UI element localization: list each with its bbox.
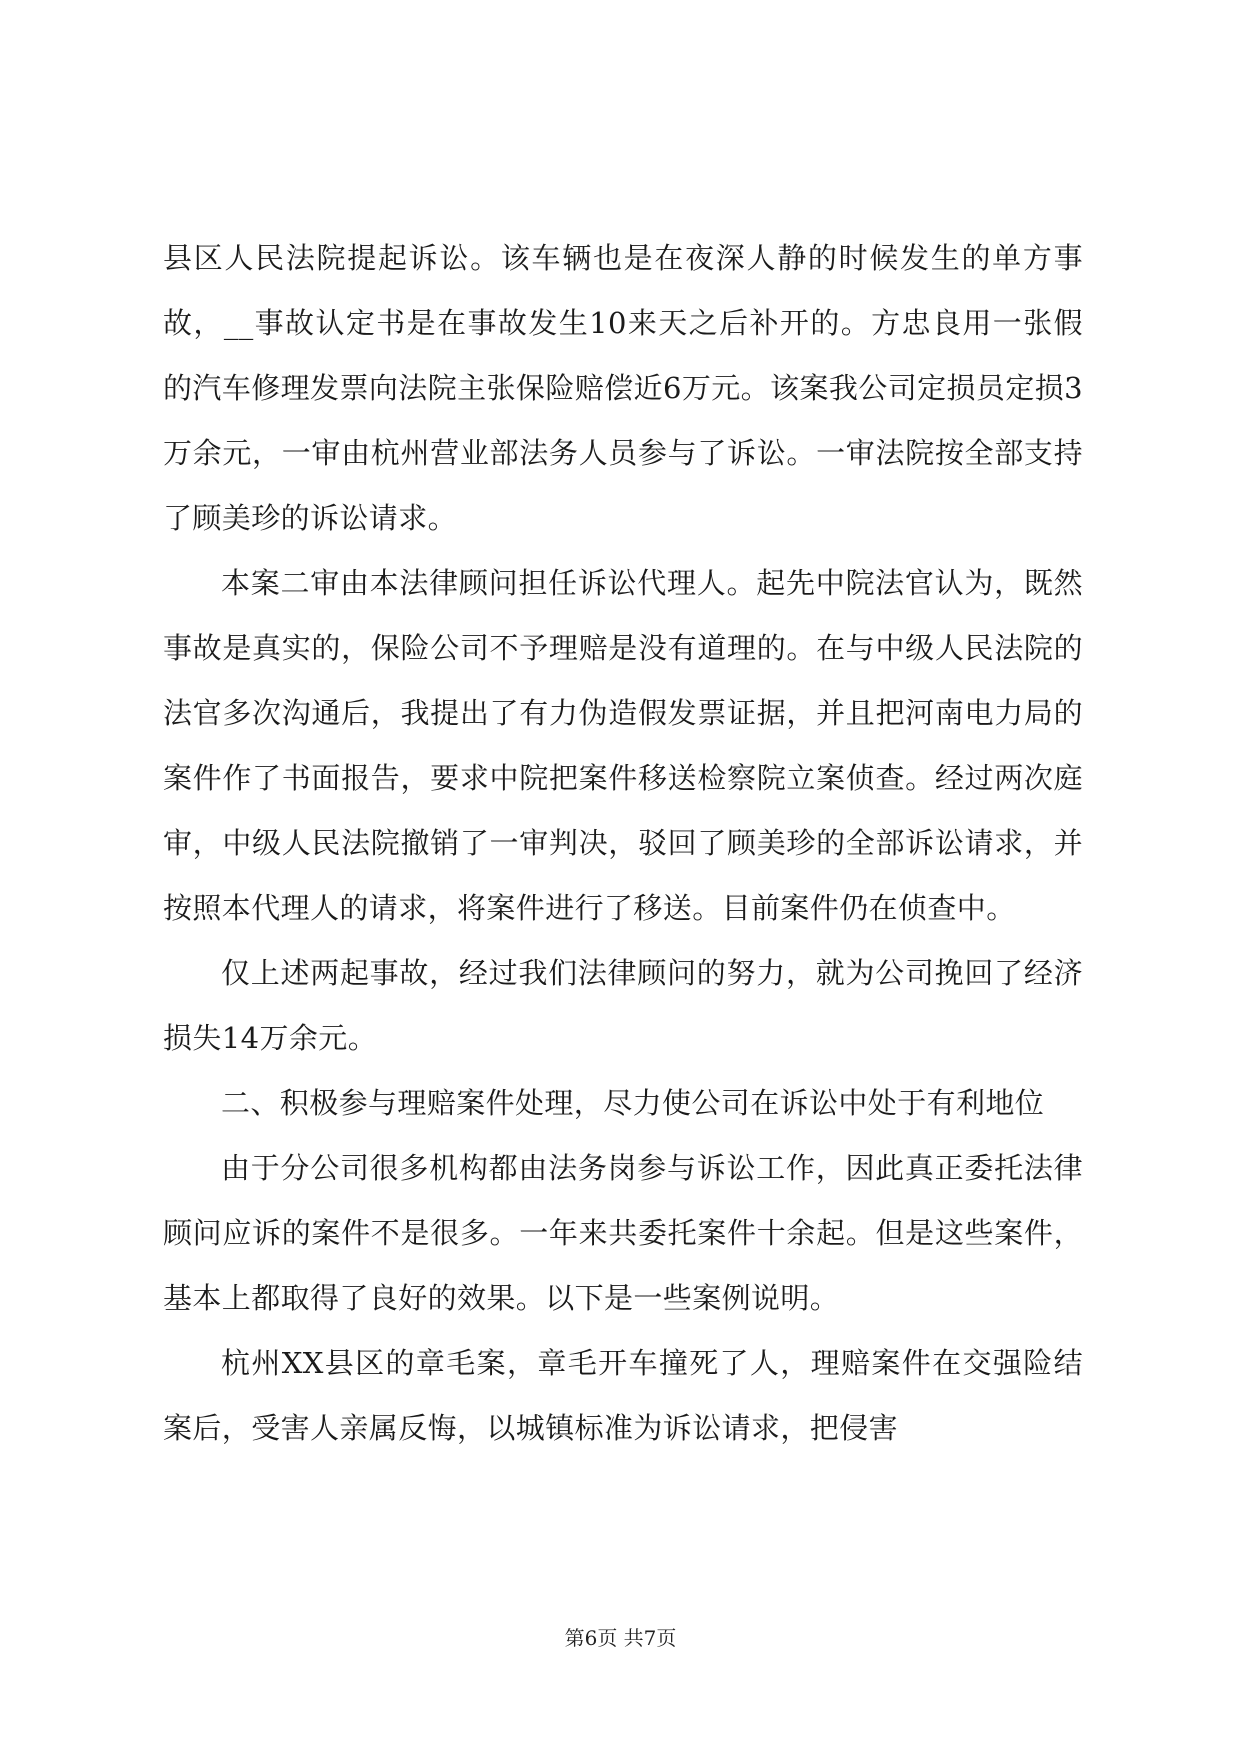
section-heading: 二、积极参与理赔案件处理，尽力使公司在诉讼中处于有利地位: [221, 1086, 1045, 1120]
paragraph-3: 仅上述两起事故，经过我们法律顾问的努力，就为公司挽回了经济损失14万余元。: [163, 956, 1083, 1055]
paragraph-1: 县区人民法院提起诉讼。该车辆也是在夜深人静的时候发生的单方事故，__事故认定书是在事故发生10来天之后补开的。方忠良用一张假的汽车修理发票向法院主张保险赔偿近6万元。该案我公司定损员定损3万余元，一审由杭州营业部法务人员参与了诉讼。一审法院按全部支持了顾美珍的诉讼请求。: [163, 241, 1083, 535]
page-number: 第6页 共7页: [564, 1626, 677, 1650]
document-body: [163, 226, 1083, 1461]
paragraph-4: 由于分公司很多机构都由法务岗参与诉讼工作，因此真正委托法律顾问应诉的案件不是很多。一年来共委托案件十余起。但是这些案件，基本上都取得了良好的效果。以下是一些案例说明。: [163, 1151, 1083, 1315]
paragraph-5: 杭州XX县区的章毛案，章毛开车撞死了人，理赔案件在交强险结案后，受害人亲属反悔，以城镇标准为诉讼请求，把侵害: [163, 1346, 1083, 1445]
paragraph-2: 本案二审由本法律顾问担任诉讼代理人。起先中院法官认为，既然事故是真实的，保险公司不予理赔是没有道理的。在与中级人民法院的法官多次沟通后，我提出了有力伪造假发票证据，并且把河南电力局的案件作了书面报告，要求中院把案件移送检察院立案侦查。经过两次庭审，中级人民法院撤销了一审判决，驳回了顾美珍的全部诉讼请求，并按照本代理人的请求，将案件进行了移送。目前案件仍在侦查中。: [163, 566, 1083, 925]
page-footer: [0, 1622, 1241, 1651]
